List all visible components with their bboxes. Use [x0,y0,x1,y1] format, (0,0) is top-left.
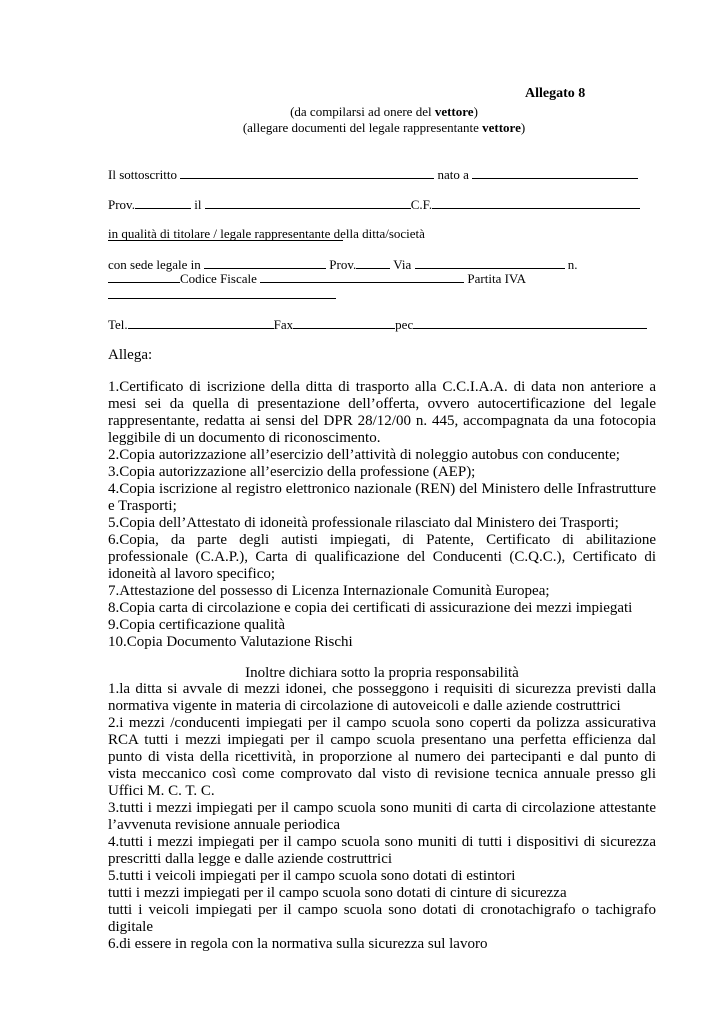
field-prov2[interactable] [356,256,390,269]
form-row-sottoscritto [108,166,638,183]
allega-heading: Allega: [108,347,153,363]
subtitle-allegare: (allegare documenti del legale rappresentante vettore) [242,120,526,135]
form-row-contatti [108,316,647,333]
allegato-title: Allegato 8 [525,86,586,101]
dichiara-heading: Inoltre dichiara sotto la propria responsabilità [245,665,519,681]
allega-item-3: 3.Copia autorizzazione all’esercizio della professione (AEP); [108,464,476,480]
label-n: n. [567,257,578,272]
allega-item-6: 6.Copia, da parte degli autisti impiegati, di Patente, Certificato di abilitazione professionale (C.A.P.), Carta di qualificazione del Conducenti (C.Q.C.), Certificato di idoneità al lavoro specifico; [108,532,656,582]
field-numero[interactable] [108,270,180,283]
field-sede[interactable] [204,256,326,269]
label-fax: Fax [273,317,294,332]
field-sottoscritto[interactable] [180,166,434,179]
form-row-codice-fiscale [108,270,526,287]
dichiara-item-5: 5.tutti i veicoli impiegati per il campo scuola sono dotati di estintori [108,868,516,884]
dichiara-item-6: 6.di essere in regola con la normativa sulla sicurezza sul lavoro [108,936,488,952]
field-tel[interactable] [128,316,274,329]
field-codice-fiscale[interactable] [260,270,464,283]
label-il: il [194,197,202,212]
label-sede: con sede legale in [108,257,201,272]
dichiara-item-4: 4.tutti i mezzi impiegati per il campo scuola sono muniti di tutti i dispositivi di sicurezza prescritti dalla legge e dalle aziende costruttrici [108,834,656,867]
dichiara-item-5c: tutti i veicoli impiegati per il campo scuola sono dotati di cronotachigrafo o tachigrafo digitale [108,902,656,935]
field-cf[interactable] [432,196,640,209]
label-cf: C.F. [410,197,433,212]
field-data-nascita[interactable] [205,196,411,209]
label-prov: Prov. [108,197,135,212]
allega-item-2: 2.Copia autorizzazione all’esercizio dell’attività di noleggio autobus con conducente; [108,447,620,463]
allega-item-5: 5.Copia dell’Attestato di idoneità professionale rilasciato dal Ministero dei Trasporti; [108,515,619,531]
allega-item-4: 4.Copia iscrizione al registro elettronico nazionale (REN) del Ministero delle Infrastrutture e Trasporti; [108,481,656,514]
dichiara-item-3: 3.tutti i mezzi impiegati per il campo scuola sono muniti di carta di circolazione attestante l’avvenuta revisione annuale periodica [108,800,656,833]
label-via: Via [393,257,412,272]
allega-item-1: 1.Certificato di iscrizione della ditta di trasporto alla C.C.I.A.A. di data non anteriore a mesi sei da quella di presentazione dell’offerta, ovvero autocertificazione del legale rappresentante, redatta ai sensi del DPR 28/12/00 n. 445, accompagnata da una fotocopia leggibile di un documento di riconoscimento. [108,379,656,446]
subtitle-compilarsi: (da compilarsi ad onere del vettore) [290,104,478,119]
dichiara-item-1: 1.la ditta si avvale di mezzi idonei, che posseggono i requisiti di sicurezza previsti dalla normativa vigente in materia di circolazione di autoveicoli e dalle aziende costruttrici [108,681,656,714]
allega-item-7: 7.Attestazione del possesso di Licenza Internazionale Comunità Europea; [108,583,550,599]
allega-item-9: 9.Copia certificazione qualità [108,617,286,633]
label-nato-a: nato a [437,167,469,182]
field-prov[interactable] [135,196,191,209]
allega-item-10: 10.Copia Documento Valutazione Rischi [108,634,353,650]
allega-item-8: 8.Copia carta di circolazione e copia dei certificati di assicurazione dei mezzi impiegati [108,600,633,616]
field-nato-a[interactable] [472,166,638,179]
field-partita-iva[interactable] [108,298,336,299]
label-partita-iva: Partita IVA [467,271,527,286]
label-pec: pec [395,317,414,332]
field-ditta[interactable] [108,240,343,241]
label-qualita: in qualità di titolare / legale rappresentante della ditta/società [108,226,425,241]
label-codice-fiscale: Codice Fiscale [180,271,257,286]
field-pec[interactable] [413,316,647,329]
dichiara-item-5b: tutti i mezzi impiegati per il campo scuola sono dotati di cinture di sicurezza [108,885,567,901]
label-prov2: Prov. [329,257,357,272]
field-fax[interactable] [293,316,395,329]
field-via[interactable] [415,256,565,269]
form-row-prov-cf [108,196,640,213]
dichiara-item-2: 2.i mezzi /conducenti impiegati per il campo scuola sono coperti da polizza assicurativa RCA tutti i mezzi impiegati per il campo scuola presentano una perfetta efficienza dal punto di vista della ricettività, in proporzione al numero dei partecipanti e dal punto di vista meccanico così come comprovato dal visto di revisione tecnica annuale presso gli Uffici M. C. T. C. [108,715,656,799]
label-sottoscritto: Il sottoscritto [108,167,177,182]
label-tel: Tel. [108,317,128,332]
